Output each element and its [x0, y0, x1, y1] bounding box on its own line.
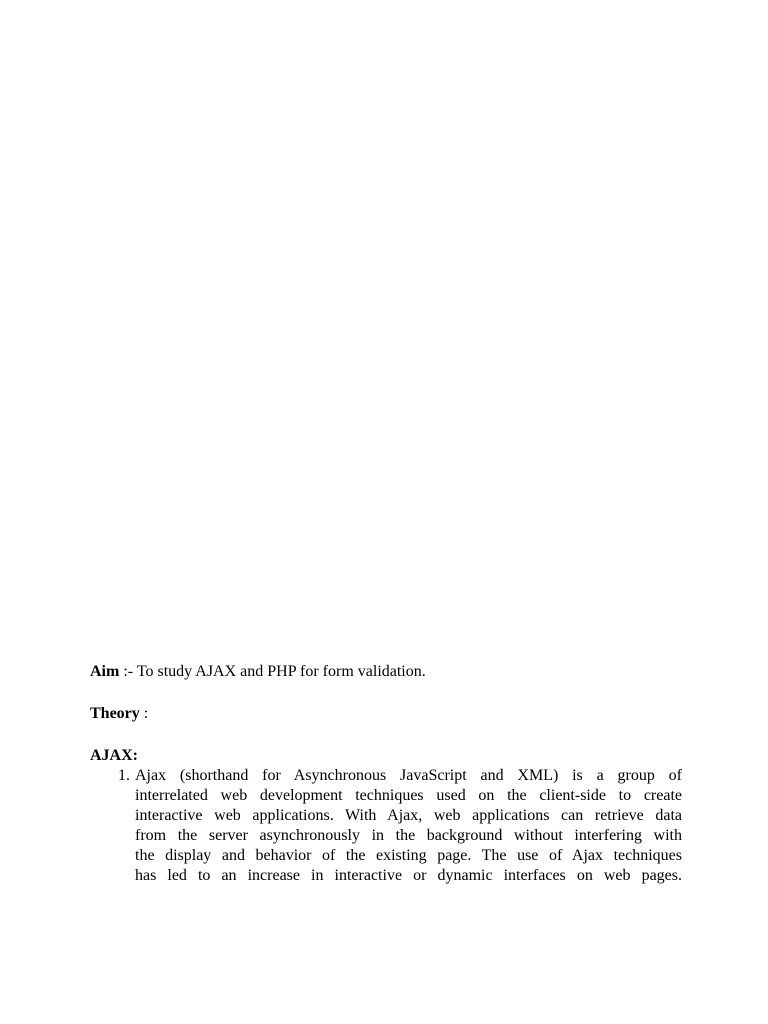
list-item — [90, 766, 682, 886]
aim-text: :- To study AJAX and PHP for form validation. — [119, 663, 426, 680]
list-item-line: interactive web applications. With Ajax, web applications can retrieve data — [135, 807, 682, 824]
theory-label: Theory — [90, 705, 140, 722]
aim-label: Aim — [90, 663, 120, 680]
list-item-line: Ajax (shorthand for Asynchronous JavaScript and XML) is a group of — [135, 767, 682, 784]
theory-text: : — [139, 705, 149, 722]
list-item-number: 1. — [118, 767, 130, 784]
list-item-line: the display and behavior of the existing page. The use of Ajax techniques — [135, 847, 682, 864]
aim-line — [90, 662, 682, 682]
theory-line — [90, 704, 682, 724]
list-item-line: has led to an increase in interactive or dynamic interfaces on web pages. — [135, 867, 682, 884]
ajax-list — [90, 766, 682, 886]
ajax-heading: AJAX: — [90, 747, 138, 764]
list-item-line: from the server asynchronously in the background without interfering with — [135, 827, 682, 844]
document-content — [90, 662, 682, 886]
list-item-text — [135, 766, 682, 886]
list-item-line: interrelated web development techniques used on the client-side to create — [135, 787, 682, 804]
